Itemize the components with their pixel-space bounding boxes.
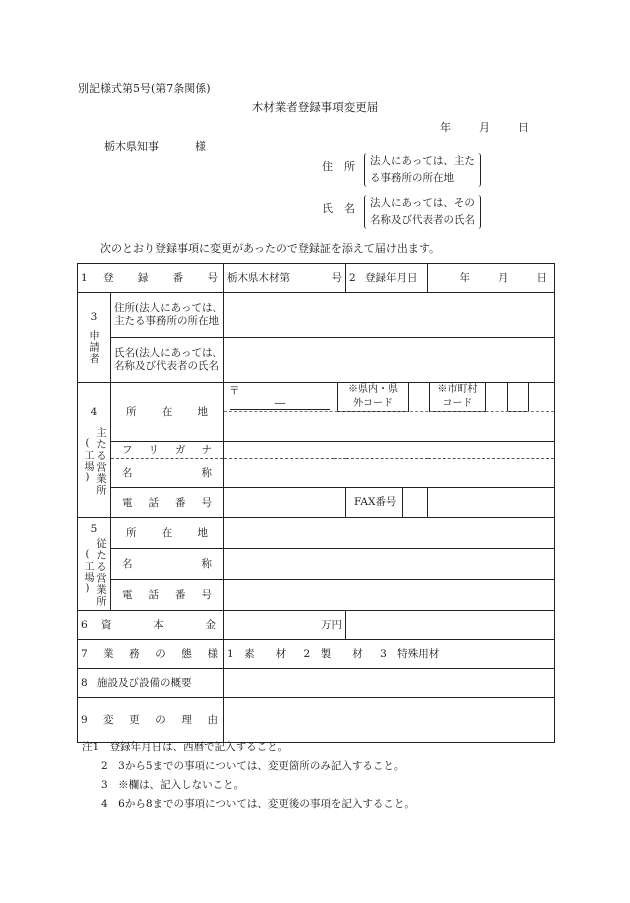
row-applicant-name [78,338,555,383]
form-title: 木材業者登録事項変更届 [251,100,379,114]
row6-no: 6 [81,619,88,631]
row4-no: 4 [90,405,98,418]
row-registration-number [78,264,555,293]
location-label-char: 所 [126,406,137,418]
recipient [104,138,206,154]
row5-no: 5 [90,522,98,535]
date-month: 月 [479,121,490,134]
capital-blank [346,611,555,640]
business-label-char: の [155,648,166,660]
name-note-line-1: 法人にあっては、その [370,197,475,209]
main-office-fax-field[interactable] [428,488,555,518]
business-option-lumber[interactable]: 2 製 材 [303,648,363,660]
sub-office-location-field[interactable] [224,518,555,549]
business-label-char: 務 [129,648,140,660]
main-office-furigana-field[interactable] [224,442,555,459]
sub-office-name-field[interactable] [224,549,555,580]
phone-label-char: 番 [175,496,186,509]
pref-code-box [337,383,409,412]
reg-date-month: 月 [498,272,509,284]
row-furigana [78,442,555,459]
main-office-name-field[interactable] [224,459,555,488]
business-type-options[interactable] [224,640,555,669]
row2-no: 2 [349,272,356,284]
postal-dash: ― [274,397,286,409]
main-office-location-field[interactable] [224,383,555,442]
reason-label-char: 更 [129,714,140,726]
registration-form-table [77,263,555,743]
furigana-label-char: リ [148,444,159,456]
main-office-phone-field[interactable] [224,488,346,518]
sub-office-side-cell [78,518,111,611]
row9-no: 9 [81,714,88,726]
row-business-type [78,640,555,669]
row-applicant-address [78,293,555,338]
applicant-side-label: 申請者 [88,330,100,365]
address-note-line-1: 法人にあっては、主た [370,155,475,167]
reason-label-char: 由 [207,714,218,726]
phone-label-char: 号 [201,496,212,509]
lead-text: 次のとおり登録事項に変更があったので登録証を添えて届け出ます。 [100,242,441,255]
row1-no: 1 [81,272,88,284]
submission-date[interactable] [440,119,529,135]
applicant-address-note[interactable] [364,153,481,187]
main-office-side-cell [78,383,111,518]
phone-label-char: 電 [122,589,133,601]
row-main-office-name [78,459,555,488]
business-label-char: 態 [181,648,192,660]
furigana-label-char: フ [122,444,133,456]
fax-label: FAX番号 [354,488,403,517]
row7-no: 7 [81,648,88,660]
business-label-char: 業 [103,648,114,660]
note-1: 注1 登録年月日は、西暦で記入すること。 [82,741,289,753]
r1-label-char: 録 [137,272,149,284]
row8-no: 8 [81,677,88,689]
name-label-char: 名 [122,558,133,570]
name-label-char: 名 [122,467,133,479]
row-change-reason [78,698,555,743]
furigana-label-char: ガ [175,444,186,456]
reason-label-char: 変 [103,714,114,726]
name-label-char: 称 [201,467,212,479]
note-3: 3 ※欄は、記入しないこと。 [101,779,245,791]
name-label-char: 称 [201,558,212,570]
reason-label-char: の [155,714,166,726]
registration-date-field[interactable] [428,264,555,293]
sub-office-phone-field[interactable] [224,580,555,611]
city-code-line-1: ※市町村 [437,384,478,395]
form-id: 別記様式第5号(第7条関係) [78,82,211,95]
sub-office-side-label: 従たる営業所 [95,537,107,607]
pref-code-line-1: ※県内・県 [348,384,398,395]
city-code-line-2: コード [442,398,473,409]
recipient-name: 栃木県知事 [104,140,159,153]
phone-label-char: 電 [122,496,133,509]
postal-mark: 〒 [229,385,240,397]
sub-office-paren: (工場) [82,549,93,595]
phone-label-char: 話 [148,589,159,601]
main-office-side-label: 主たる営業所 [95,426,107,496]
phone-label-char: 号 [201,589,212,601]
r3-name-label: 氏名(法人にあっては､名称及び代表者の氏名 [114,347,219,372]
reg-date-year: 年 [459,272,470,284]
main-office-paren: (工場) [82,438,93,484]
applicant-name-label: 氏 名 [322,202,355,215]
registration-number-field[interactable] [224,264,346,293]
r1-label-char: 番 [172,272,184,284]
city-code-box [429,383,486,412]
capital-field[interactable] [224,611,346,640]
applicant-side-cell [78,293,111,383]
r1-label-char: 号 [207,272,218,284]
row-main-office-phone [78,488,555,518]
location-label-char: 地 [197,406,208,418]
business-option-special[interactable]: 3 特殊用材 [380,648,440,660]
applicant-name-field[interactable] [224,338,555,383]
applicant-address-field[interactable] [224,293,555,338]
registration-number-prefix: 栃木県木材第 [227,272,290,284]
location-label-char: 在 [161,406,173,418]
applicant-address-label-cell [111,293,224,338]
name-note-line-2: 名称及び代表者の氏名 [370,214,475,226]
recipient-honorific: 様 [195,140,206,153]
postal-code-field[interactable] [230,397,330,410]
address-note-line-2: る事務所の所在地 [370,172,454,184]
applicant-name-note[interactable] [364,195,481,229]
notes [82,738,415,814]
registration-number-suffix: 号 [331,272,342,284]
row-facilities [78,669,555,698]
row3-no: 3 [90,311,98,324]
row-sub-office-phone [78,580,555,611]
row-capital [78,611,555,640]
r3-address-label: 住所(法人にあっては､主たる事務所の所在地 [114,302,219,327]
location-label-char: 所 [126,527,137,539]
reason-label-char: 理 [181,714,192,726]
pref-code-line-2: 外コード [353,398,393,409]
reg-date-day: 日 [536,272,547,284]
date-year: 年 [440,121,451,134]
city-code-digit-box[interactable] [507,383,529,412]
applicant-address-label: 住 所 [322,160,355,173]
location-dashed-divider [224,411,554,412]
capital-label-char: 金 [205,619,216,631]
facilities-field[interactable] [224,669,555,698]
phone-label-char: 番 [175,589,186,601]
capital-unit: 万円 [321,619,342,631]
note-2: 2 3から5までの事項については、変更箇所のみ記入すること。 [101,760,405,772]
location-label-char: 地 [197,527,208,539]
row-sub-office-name [78,549,555,580]
business-label-char: 様 [207,648,218,660]
change-reason-field[interactable] [224,698,555,743]
row-main-office-location [78,383,555,442]
applicant-name-label-cell [111,338,224,383]
business-option-raw-timber[interactable]: 1 素 材 [227,648,287,660]
registration-date-label: 登録年月日 [365,272,418,284]
fax-label-cell [346,488,428,518]
note-4: 4 6から8までの事項については、変更後の事項を記入すること。 [101,798,415,810]
r1-label-char: 登 [103,272,114,284]
capital-label-char: 資 [101,619,112,631]
row-sub-office-location [78,518,555,549]
capital-label-char: 本 [153,619,164,631]
date-day: 日 [518,121,529,134]
facilities-label: 施設及び設備の概要 [97,677,192,689]
furigana-label-char: ナ [201,444,212,456]
phone-label-char: 話 [148,496,159,509]
location-label-char: 在 [161,527,173,539]
